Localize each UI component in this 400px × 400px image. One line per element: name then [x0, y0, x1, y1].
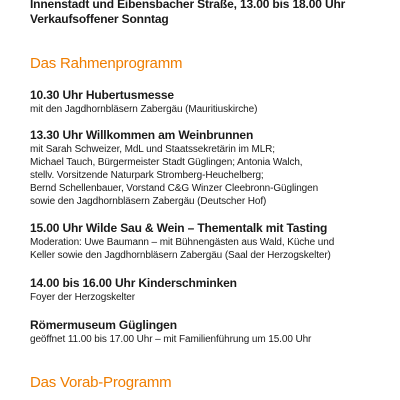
event-detail-line: mit Sarah Schweizer, MdL und Staatssekretärin im MLR;	[30, 144, 275, 155]
event-detail-line: Keller sowie den Jagdhornbläsern Zabergäu (Saal der Herzogskelter)	[30, 250, 331, 261]
section-title-vorab-programm: Das Vorab-Programm	[30, 374, 172, 391]
event-kinderschminken	[30, 276, 395, 304]
intro-sunday-line: Verkaufsoffener Sonntag	[30, 12, 169, 26]
event-title: 10.30 Uhr Hubertusmesse	[30, 88, 174, 102]
event-thementalk	[30, 221, 395, 262]
event-detail-line: Moderation: Uwe Baumann – mit Bühnengästen aus Wald, Küche und	[30, 237, 335, 248]
event-roemermuseum	[30, 318, 395, 346]
intro-location-line: Innenstadt und Eibensbacher Straße, 13.00 bis 18.00 Uhr	[30, 0, 346, 11]
event-title: 14.00 bis 16.00 Uhr Kinderschminken	[30, 276, 237, 290]
event-title: Römermuseum Güglingen	[30, 318, 177, 332]
section-title-rahmenprogramm: Das Rahmenprogramm	[30, 55, 183, 72]
event-detail-line: geöffnet 11.00 bis 17.00 Uhr – mit Familienführung um 15.00 Uhr	[30, 334, 312, 345]
event-detail-line: mit den Jagdhornbläsern Zabergäu (Mauritiuskirche)	[30, 104, 258, 115]
event-hubertusmesse	[30, 88, 395, 116]
event-title: 13.30 Uhr Willkommen am Weinbrunnen	[30, 128, 254, 142]
event-weinbrunnen	[30, 128, 395, 208]
event-detail-line: Foyer der Herzogskelter	[30, 292, 135, 303]
event-detail-line: Michael Tauch, Bürgermeister Stadt Güglingen; Antonia Walch,	[30, 157, 303, 168]
event-detail-line: sowie den Jagdhornbläsern Zabergäu (Deutscher Hof)	[30, 196, 267, 207]
event-detail-line: stellv. Vorsitzende Naturpark Stromberg-Heuchelberg;	[30, 170, 264, 181]
event-detail-line: Bernd Schellenbauer, Vorstand C&G Winzer Cleebronn-Güglingen	[30, 183, 319, 194]
event-title: 15.00 Uhr Wilde Sau & Wein – Thementalk mit Tasting	[30, 221, 328, 235]
